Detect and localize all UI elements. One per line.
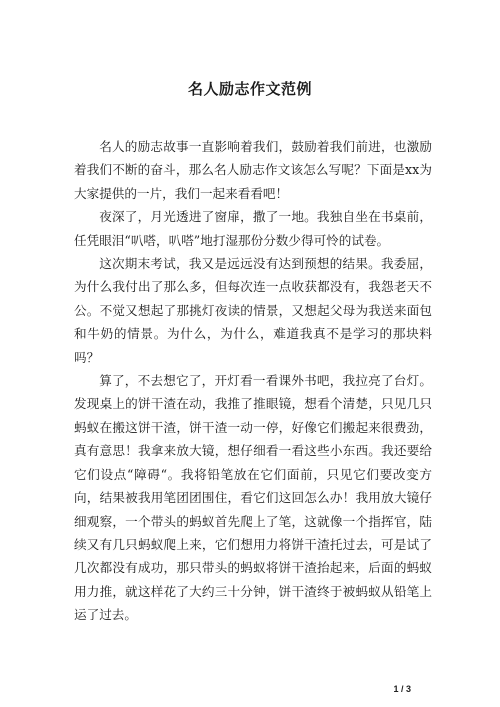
paragraph-exam: 这次期末考试，我又是远远没有达到预想的结果。我委屈，为什么我付出了那么多，但每次连一点收获都没有，我怨老天不公。不觉又想起了那挑灯夜读的情景，又想起父母为我送来面包和牛奶的情景。为什么，为什么，难道我真不是学习的那块料吗？ <box>74 256 432 365</box>
paragraph-intro: 名人的励志故事一直影响着我们，鼓励着我们前进，也激励着我们不断的奋斗，那么名人励志作文该怎么写呢？下面是xx为大家提供的一片，我们一起来看看吧！ <box>74 139 432 201</box>
paragraph-ants: 算了，不去想它了，开灯看一看课外书吧，我拉亮了台灯。发现桌上的饼干渣在动，我推了推眼镜，想看个清楚，只见几只蚂蚁在搬这饼干渣，饼干渣一动一停，好像它们搬起来很费劲，真有意思！我拿来放大镜，想仔细看一看这些小东西。我还要给它们设点“障碍“。我将铅笔放在它们面前，只见它们要改变方向，结果被我用笔团团围住，看它们这回怎么办！我用放大镜仔细观察，一个带头的蚂蚁首先爬上了笔，这就像一个指挥官，陆续又有几只蚂蚁爬上来，它们想用力将饼干渣托过去，可是试了几次都没有成功，那只带头的蚂蚁将饼干渣抬起来，后面的蚂蚁用力推，就这样花了大约三十分钟，饼干渣终于被蚂蚁从铅笔上运了过去。 <box>74 373 432 623</box>
paragraph-night: 夜深了，月光透进了窗扉，撒了一地。我独自坐在书桌前，任凭眼泪“叭嗒，叭嗒”地打湿那份分数少得可怜的试卷。 <box>74 209 432 248</box>
document-body <box>74 135 432 627</box>
page-number: 1 / 3 <box>393 684 411 694</box>
document-title: 名人励志作文范例 <box>187 80 312 98</box>
